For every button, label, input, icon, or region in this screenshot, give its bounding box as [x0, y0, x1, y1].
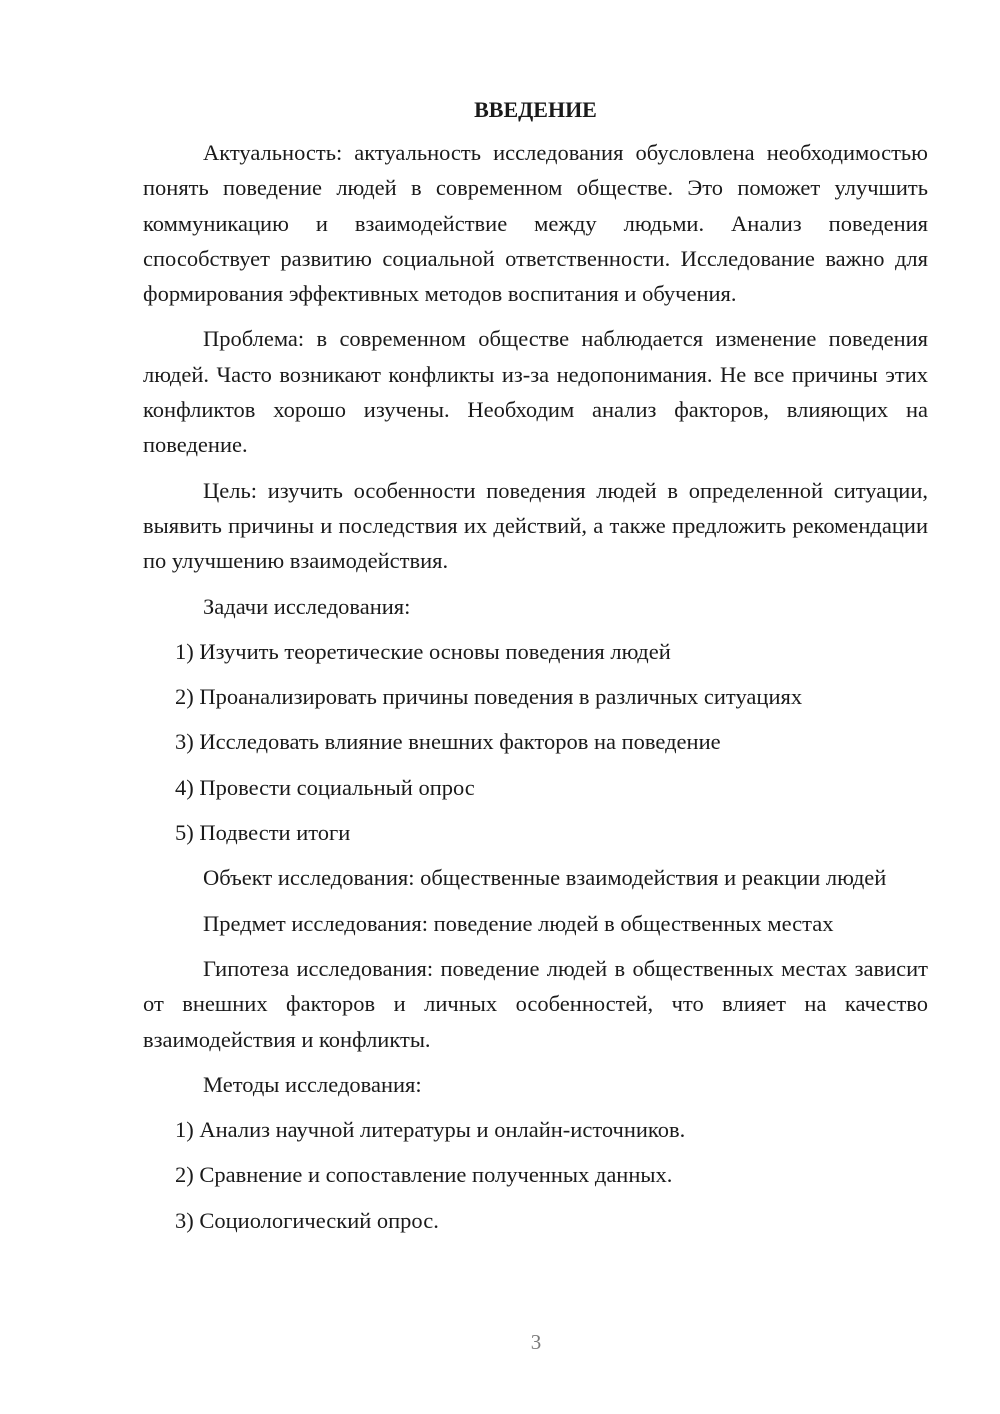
task-item-2: 2) Проанализировать причины поведения в различных ситуациях [175, 684, 803, 710]
task-item-5: 5) Подвести итоги [175, 820, 351, 846]
page-number: 3 [530, 1330, 542, 1354]
problem-paragraph: Проблема: в современном обществе наблюдается изменение поведения людей. Часто возникают конфликты из-за недопонимания. Не все причины этих конфликтов хорошо изучены. Необходим анализ факторов, влияющих на поведение. [143, 326, 928, 458]
page-title: ВВЕДЕНИЕ [474, 97, 597, 122]
method-item-3: 3) Социологический опрос. [175, 1207, 439, 1233]
subject-paragraph: Предмет исследования: поведение людей в общественных местах [203, 910, 834, 936]
goal-paragraph: Цель: изучить особенности поведения людей в определенной ситуации, выявить причины и последствия их действий, а также предложить рекомендации по улучшению взаимодействия. [143, 477, 928, 574]
tasks-heading: Задачи исследования: [203, 593, 411, 619]
hypothesis-paragraph: Гипотеза исследования: поведение людей в общественных местах зависит от внешних факторов и личных особенностей, что влияет на качество взаимодействия и конфликты. [143, 955, 928, 1052]
object-paragraph: Объект исследования: общественные взаимодействия и реакции людей [203, 865, 887, 891]
page-content [143, 92, 928, 1248]
task-item-4: 4) Провести социальный опрос [175, 774, 475, 800]
method-item-2: 2) Сравнение и сопоставление полученных данных. [175, 1162, 673, 1188]
task-item-1: 1) Изучить теоретические основы поведения людей [175, 638, 671, 664]
methods-heading: Методы исследования: [203, 1071, 422, 1097]
relevance-paragraph: Актуальность: актуальность исследования обусловлена необходимостью понять поведение людей в современном обществе. Это поможет улучшить коммуникацию и взаимодействие между людьми. Анализ поведения способствует развитию социальной ответственности. Исследование важно для формирования эффективных методов воспитания и обучения. [143, 140, 928, 307]
method-item-1: 1) Анализ научной литературы и онлайн-источников. [175, 1117, 686, 1143]
task-item-3: 3) Исследовать влияние внешних факторов на поведение [175, 729, 721, 755]
